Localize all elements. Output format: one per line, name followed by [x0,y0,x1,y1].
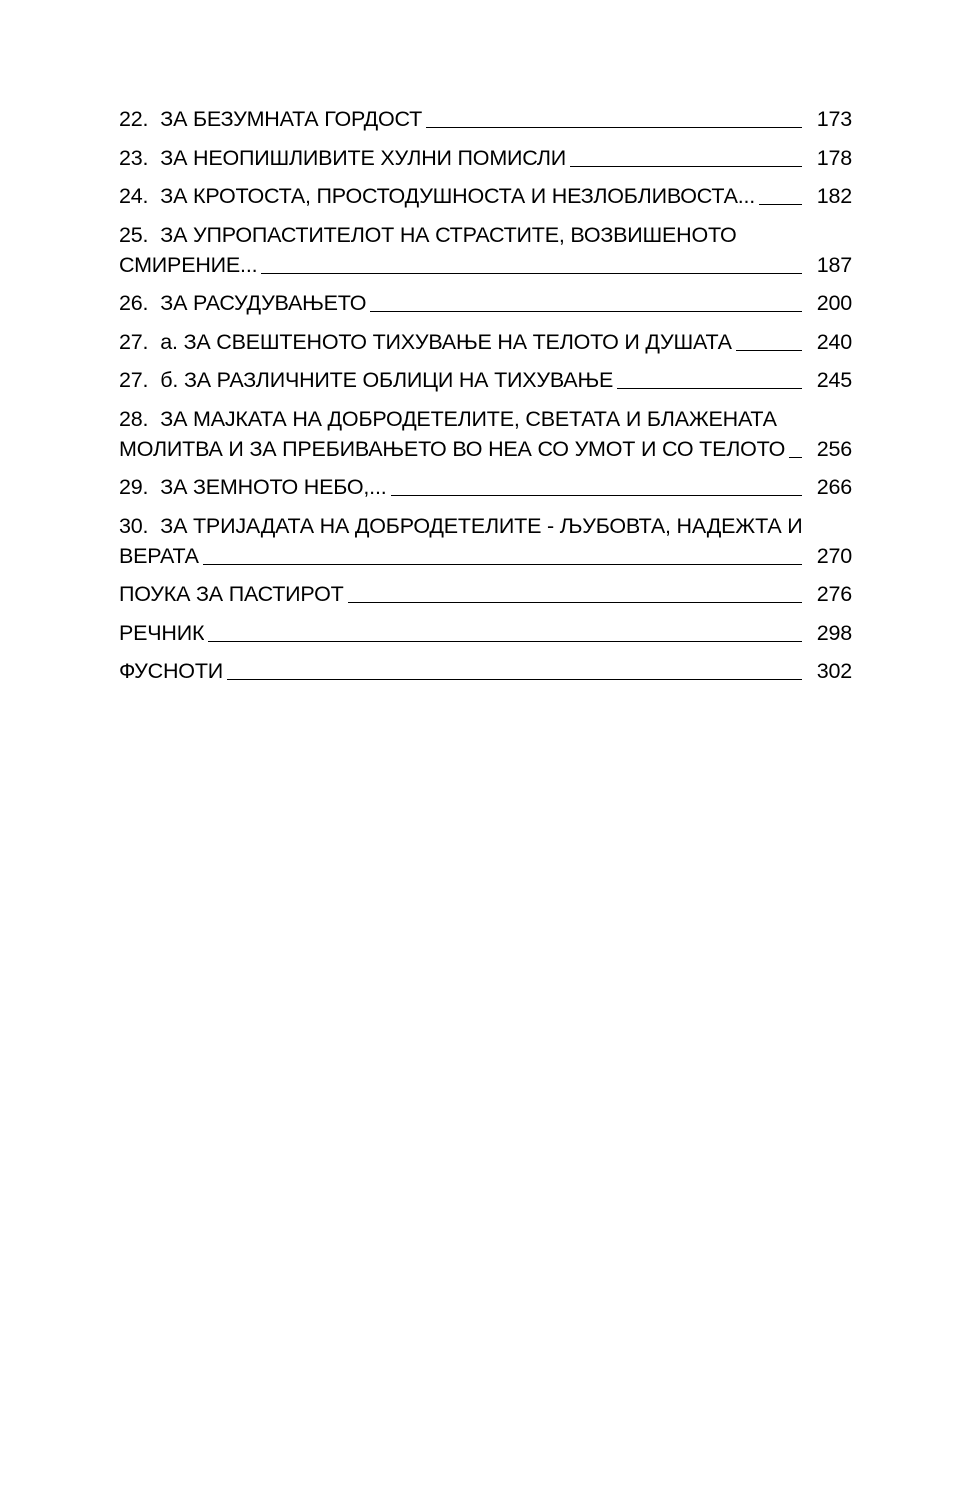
toc-entry[interactable] [119,327,852,357]
entry-title: ЗА ТРИЈАДАТА НА ДОБРОДЕТЕЛИТЕ - ЉУБОВТА, НАДЕЖТА И [160,513,803,538]
dot-leader [227,678,802,680]
entry-page: 173 [816,107,852,131]
entry-page: 270 [816,543,852,568]
toc-entry[interactable] [119,404,852,464]
dot-leader [736,349,802,351]
dot-leader [391,494,803,496]
toc-entry[interactable] [119,472,852,502]
entry-page: 182 [816,184,852,208]
entry-title: ЗА МАЈКАТА НА ДОБРОДЕТЕЛИТЕ, СВЕТАТА И БЛАЖЕНАТА [160,406,777,431]
entry-number: 27. [119,329,149,354]
entry-title: РЕЧНИК [119,620,205,645]
entry-page: 302 [816,659,852,683]
dot-leader [370,310,802,312]
entry-page: 200 [816,291,852,315]
entry-title: б. ЗА РАЗЛИЧНИТЕ ОБЛИЦИ НА ТИХУВАЊЕ [160,368,614,392]
entry-title: ЗА КРОТОСТА, ПРОСТОДУШНОСТА И НЕЗЛОБЛИВОСТА... [160,184,756,208]
entry-number: 28. [119,406,149,431]
entry-number: 22. [119,107,149,131]
dot-leader [617,387,802,389]
entry-title: ЗА РАСУДУВАЊЕТО [160,291,367,315]
toc-entry[interactable] [119,104,852,134]
toc-entry[interactable] [119,618,852,648]
dot-leader [759,203,802,205]
entry-title-continuation: ВЕРАТА [119,543,199,568]
dot-leader [789,456,802,458]
entry-page: 178 [816,145,852,170]
toc-entry[interactable] [119,220,852,280]
toc-entry[interactable] [119,656,852,686]
entry-title: ЗА УПРОПАСТИТЕЛОТ НА СТРАСТИТЕ, ВОЗВИШЕНОТО [160,222,737,247]
entry-page: 256 [816,436,852,461]
dot-leader [570,165,802,167]
entry-title-continuation: СМИРЕНИЕ... [119,252,258,277]
toc-entry[interactable] [119,365,852,395]
entry-title: ЗА БЕЗУМНАТА ГОРДОСТ [160,107,423,131]
entry-number: 25. [119,222,149,247]
dot-leader [203,563,802,565]
entry-title: ПОУКА ЗА ПАСТИРОТ [119,582,344,606]
dot-leader [261,272,802,274]
entry-number: 27. [119,368,149,392]
entry-page: 266 [816,475,852,499]
entry-page: 187 [816,252,852,277]
entry-number: 29. [119,475,149,499]
entry-title: ЗА ЗЕМНОТО НЕБО,... [160,475,387,499]
entry-title: ЗА НЕОПИШЛИВИТЕ ХУЛНИ ПОМИСЛИ [160,145,567,170]
toc-entry[interactable] [119,579,852,609]
entry-title-continuation: МОЛИТВА И ЗА ПРЕБИВАЊЕТО ВО НЕА СО УМОТ И СО ТЕЛОТО [119,436,786,461]
entry-page: 276 [816,582,852,606]
dot-leader [208,640,802,642]
entry-page: 245 [816,368,852,392]
toc-entry[interactable] [119,143,852,173]
entry-title: а. ЗА СВЕШТЕНОТО ТИХУВАЊЕ НА ТЕЛОТО И ДУШАТА [160,329,732,354]
toc-entry[interactable] [119,181,852,211]
entry-number: 24. [119,184,149,208]
dot-leader [426,126,802,128]
entry-page: 240 [816,329,852,354]
toc-entry[interactable] [119,511,852,571]
entry-number: 30. [119,513,149,538]
dot-leader [348,601,802,603]
table-of-contents [119,104,852,695]
toc-entry[interactable] [119,288,852,318]
entry-number: 26. [119,291,149,315]
entry-number: 23. [119,145,149,170]
entry-page: 298 [816,620,852,645]
entry-title: ФУСНОТИ [119,659,224,683]
